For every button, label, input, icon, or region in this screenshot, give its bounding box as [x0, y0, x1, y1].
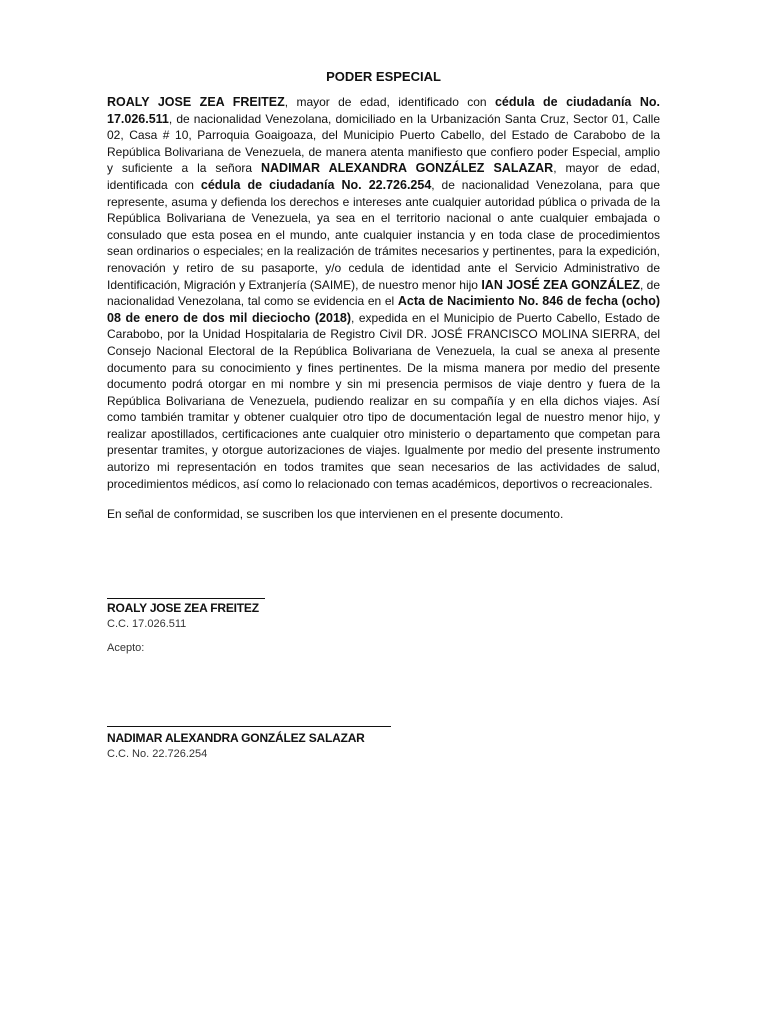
signature-id-attorney: C.C. No. 22.726.254	[107, 748, 208, 760]
document-title: PODER ESPECIAL	[326, 69, 441, 84]
body-paragraph	[107, 94, 660, 492]
signature-name-grantor: ROALY JOSE ZEA FREITEZ	[107, 601, 259, 615]
grantor-id: cédula de ciudadanía No. 17.026.511	[107, 95, 660, 126]
signature-line-attorney	[107, 726, 391, 727]
signature-id-grantor: C.C. 17.026.511	[107, 618, 187, 630]
signature-name-attorney: NADIMAR ALEXANDRA GONZÁLEZ SALAZAR	[107, 731, 365, 745]
minor-name: IAN JOSÉ ZEA GONZÁLEZ	[481, 277, 640, 292]
body-text: , mayor de edad, identificada con	[107, 161, 660, 192]
acceptance-label: Acepto:	[107, 642, 145, 654]
birth-certificate: Acta de Nacimiento No. 846 de fecha (ocho) 08 de enero de dos mil dieciocho (2018)	[107, 294, 660, 325]
body-text: , expedida en el Municipio de Puerto Cabello, Estado de Carabobo, por la Unidad Hospitalaria de Registro Civil DR. JOSÉ FRANCISCO MOLINA SIERRA, del Consejo Nacional Electoral de la República Bolivariana de Venezuela, la cual se anexa al presente documento para su conocimiento y fines pertinentes. De la misma manera por medio del presente documento podrá otorgar en mi nombre y sin mi presencia permisos de viaje dentro y fuera de la República Bolivariana de Venezuela, pudiendo realizar en su compañía y en ella dichos viajes. Así como también tramitar y obtener cualquier otro tipo de documentación legal de nuestro menor hijo, y realizar apostillados, certificaciones ante cualquier otro ministerio o departamento que competan para presentar tramites, y otorgue autorizaciones de viajes. Igualmente por medio del presente instrumento autorizo mi representación en todos tramites que sean necesarios de las actividades de salud, procedimientos médicos, así como lo relacionado con temas académicos, deportivos o recreacionales.	[107, 310, 660, 491]
body-text: , mayor de edad, identificado con	[284, 95, 495, 109]
body-text: , de nacionalidad Venezolana, tal como se evidencia en el	[107, 277, 661, 309]
body-text: , de nacionalidad Venezolana, domiciliado en la Urbanización Santa Cruz, Sector 01, Calle 02, Casa # 10, Parroquia Goaigoaza, del Municipio Puerto Cabello, del Estado de Carabobo de la República Bolivariana de Venezuela, de manera atenta manifiesto que confiero poder Especial, amplio y suficiente a la señora	[107, 111, 660, 176]
body-text: , de nacionalidad Venezolana, para que represente, asuma y defienda los derechos e intereses ante cualquier autoridad pública o privada de la República Bolivariana de Venezuela, ya sea en el territorio nacional o ante cualquier embajada o consulado que esta posea en el mundo, ante cualquier instancia y en toda clase de procedimientos sean ordinarios o especiales; en la realización de trámites necesarios y pertinentes, para la expedición, renovación y retiro de su pasaporte, y/o cedula de identidad ante el Servicio Administrativo de Identificación, Migración y Extranjería (SAIME), de nuestro menor hijo	[107, 177, 661, 292]
signature-line-grantor	[107, 598, 265, 599]
document-page	[107, 68, 660, 522]
attorney-name: NADIMAR ALEXANDRA GONZÁLEZ SALAZAR	[260, 161, 554, 176]
attorney-id: cédula de ciudadanía No. 22.726.254	[200, 177, 432, 192]
grantor-name: ROALY JOSE ZEA FREITEZ	[107, 95, 285, 109]
closing-statement: En señal de conformidad, se suscriben los que intervienen en el presente documento.	[107, 507, 564, 522]
